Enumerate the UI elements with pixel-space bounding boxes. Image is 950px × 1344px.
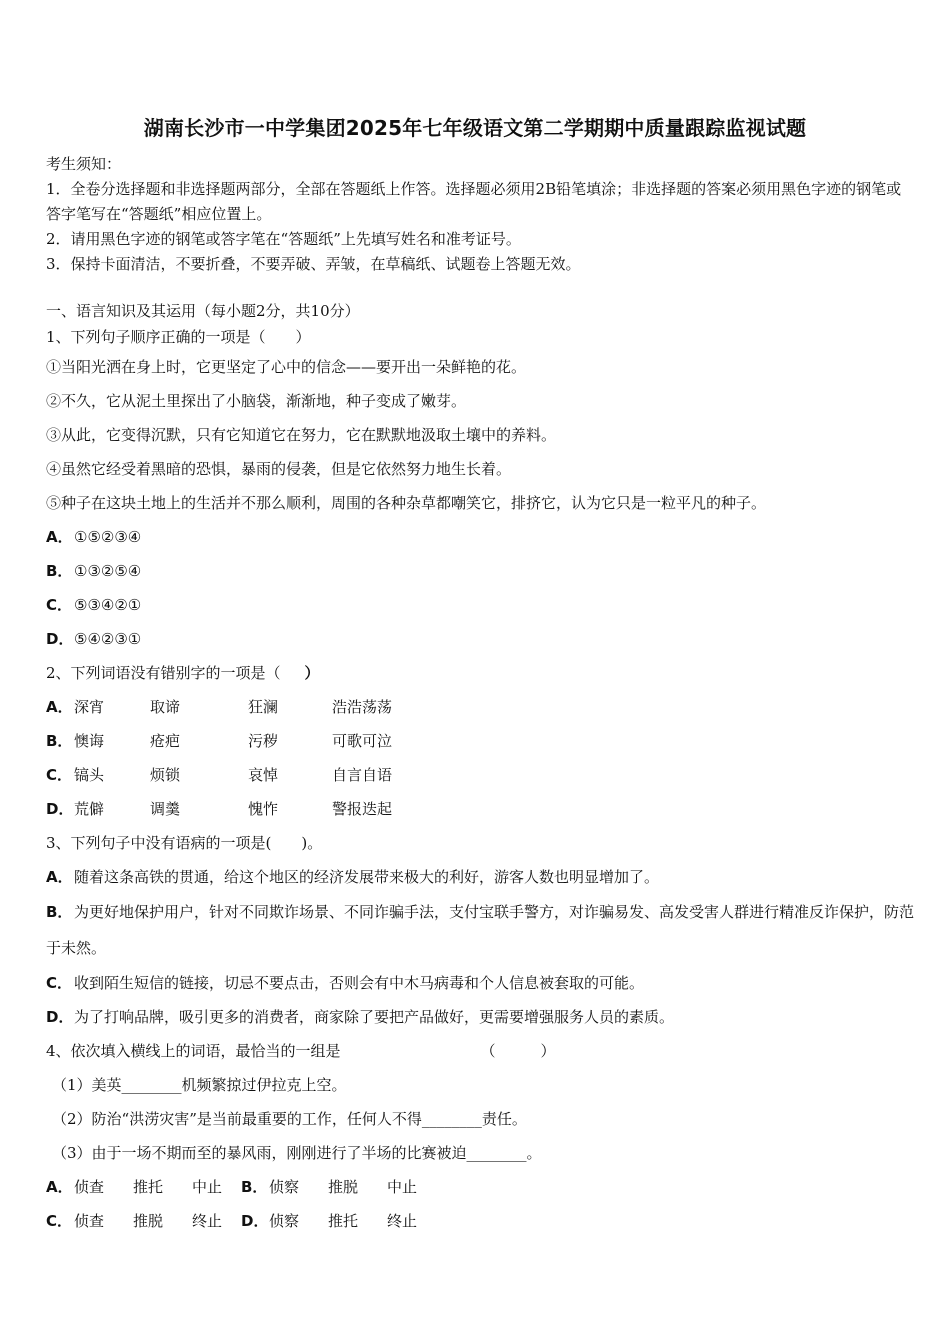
question-stem — [46, 656, 916, 690]
fill-item: （2）防治“洪涝灾害”是当前最重要的工作，任何人不得________责任。 — [52, 1110, 527, 1128]
question-stem — [46, 1034, 916, 1068]
word: 懊诲 — [74, 732, 105, 750]
sentence: ③从此，它变得沉默，只有它知道它在努力，它在默默地汲取土壤中的养料。 — [46, 426, 557, 444]
option — [46, 622, 916, 656]
option-text: ⑤④②③① — [74, 630, 142, 648]
word: 浩浩荡荡 — [332, 698, 393, 716]
word: 中止 — [387, 1178, 418, 1196]
option-text: 为更好地保护用户，针对不同欺诈场景、不同诈骗手法，支付宝联手警方，对诈骗易发、高发受害人群进行精准反诈保护，防范于未然。 — [46, 903, 915, 957]
option-letter: C． — [46, 974, 73, 992]
question-stem-close: ） — [304, 664, 320, 682]
option-letter: A． — [46, 1178, 73, 1196]
option-letter: A． — [46, 528, 73, 546]
option — [46, 1000, 916, 1034]
exam-notice — [46, 152, 916, 277]
word: 推托 — [133, 1178, 164, 1196]
fill-item: （1）美英________机频繁掠过伊拉克上空。 — [52, 1076, 347, 1094]
word: 警报迭起 — [332, 800, 393, 818]
option-letter: D． — [241, 1212, 269, 1230]
option-letter: D． — [46, 630, 74, 648]
word: 狂澜 — [248, 698, 279, 716]
word: 侦察 — [269, 1178, 300, 1196]
option — [46, 966, 916, 1000]
question-stem: 1、下列句子顺序正确的一项是（ ） — [46, 328, 311, 346]
option — [46, 894, 916, 966]
sentence: ④虽然它经受着黑暗的恐惧，暴雨的侵袭，但是它依然努力地生长着。 — [46, 460, 512, 478]
option-letter: B． — [46, 903, 73, 921]
fill-item: （3）由于一场不期而至的暴风雨，刚刚进行了半场的比赛被迫________。 — [52, 1144, 542, 1162]
word: 镐头 — [74, 766, 105, 784]
option — [46, 860, 916, 894]
answer-paren: （ ） — [480, 1042, 556, 1060]
word: 调羹 — [150, 800, 181, 818]
option-letter: C． — [46, 766, 73, 784]
word: 哀悼 — [248, 766, 279, 784]
word: 自言自语 — [332, 766, 393, 784]
word: 可歌可泣 — [332, 732, 393, 750]
option-letter: D． — [46, 800, 74, 818]
option — [46, 520, 916, 554]
word: 取谛 — [150, 698, 181, 716]
option-text: 收到陌生短信的链接，切忌不要点击，否则会有中木马病毒和个人信息被套取的可能。 — [74, 974, 645, 992]
option — [46, 690, 916, 724]
section-heading: 一、语言知识及其运用（每小题2分，共10分） — [46, 302, 360, 320]
option-row — [46, 1204, 916, 1238]
question-stem-text: 2、下列词语没有错别字的一项是（ — [46, 664, 281, 682]
option — [46, 588, 916, 622]
option-letter: C． — [46, 596, 73, 614]
option-letter: D． — [46, 1008, 74, 1026]
sentence: ⑤种子在这块土地上的生活并不那么顺利，周围的各种杂草都嘲笑它，排挤它，认为它只是一粒平凡的种子。 — [46, 494, 767, 512]
word: 推托 — [328, 1212, 359, 1230]
word: 烦锁 — [150, 766, 181, 784]
option-letter: A． — [46, 868, 73, 886]
word: 深宵 — [74, 698, 105, 716]
option-letter: B． — [241, 1178, 268, 1196]
page-title: 湖南长沙市一中学集团2025年七年级语文第二学期期中质量跟踪监视试题 — [143, 116, 807, 140]
option-letter: C． — [46, 1212, 73, 1230]
option-text: ①③②⑤④ — [74, 562, 142, 580]
word: 侦查 — [74, 1212, 105, 1230]
option-letter: A． — [46, 698, 73, 716]
notice-item: 3．保持卡面清洁，不要折叠，不要弄破、弄皱，在草稿纸、试题卷上答题无效。 — [46, 255, 581, 273]
sentence: ①当阳光洒在身上时，它更坚定了心中的信念——要开出一朵鲜艳的花。 — [46, 358, 527, 376]
word: 终止 — [387, 1212, 418, 1230]
option — [46, 554, 916, 588]
option-letter: B． — [46, 732, 73, 750]
option-row — [46, 1170, 916, 1204]
word: 侦查 — [74, 1178, 105, 1196]
option-text: ⑤③④②① — [74, 596, 142, 614]
option — [46, 792, 916, 826]
exam-body — [46, 298, 916, 1238]
notice-heading: 考生须知： — [46, 155, 122, 173]
option-letter: B． — [46, 562, 73, 580]
option-text: 随着这条高铁的贯通，给这个地区的经济发展带来极大的利好，游客人数也明显增加了。 — [74, 868, 660, 886]
word: 推脱 — [328, 1178, 359, 1196]
word: 终止 — [192, 1212, 223, 1230]
question-stem: 3、下列句子中没有语病的一项是( )。 — [46, 834, 323, 852]
option-text: 为了打响品牌，吸引更多的消费者，商家除了要把产品做好，更需要增强服务人员的素质。 — [74, 1008, 675, 1026]
notice-item: 2．请用黑色字迹的钢笔或答字笔在“答题纸”上先填写姓名和准考证号。 — [46, 230, 521, 248]
sentence: ②不久，它从泥土里探出了小脑袋，渐渐地，种子变成了嫩芽。 — [46, 392, 467, 410]
word: 污秽 — [248, 732, 279, 750]
option-text: ①⑤②③④ — [74, 528, 142, 546]
option — [46, 724, 916, 758]
notice-item: 1．全卷分选择题和非选择题两部分，全部在答题纸上作答。选择题必须用2B铅笔填涂；非选择题的答案必须用黑色字迹的钢笔或答字笔写在“答题纸”相应位置上。 — [46, 180, 902, 223]
word: 愧怍 — [248, 800, 279, 818]
word: 疮疤 — [150, 732, 181, 750]
option — [46, 758, 916, 792]
word: 推脱 — [133, 1212, 164, 1230]
word: 中止 — [192, 1178, 223, 1196]
word: 荒僻 — [74, 800, 105, 818]
question-stem-text: 4、依次填入横线上的词语，最恰当的一组是 — [46, 1042, 341, 1060]
word: 侦察 — [269, 1212, 300, 1230]
